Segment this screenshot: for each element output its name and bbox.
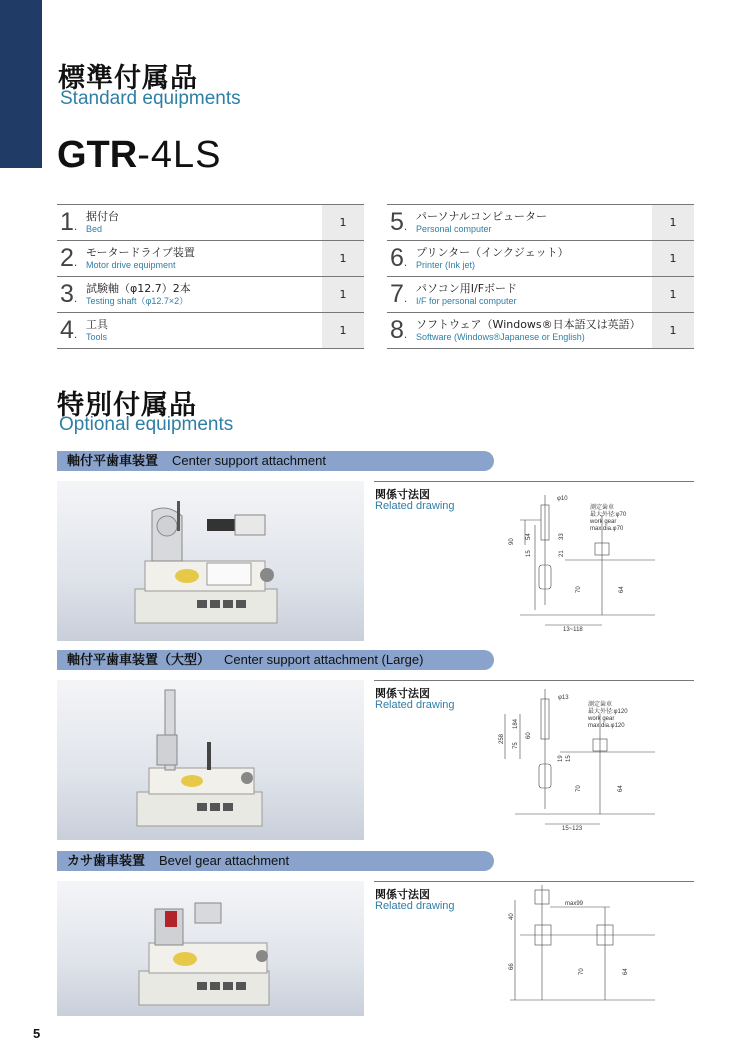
related-drawing-label-jp: 関係寸法図 bbox=[375, 687, 430, 700]
item-name-jp: 工具 bbox=[86, 317, 108, 331]
table-row bbox=[387, 313, 694, 349]
section-name-en: Bevel gear attachment bbox=[159, 853, 290, 868]
item-name-en: Testing shaft（φ12.7×2） bbox=[86, 295, 189, 306]
dim-label: 64 bbox=[623, 968, 629, 975]
dim-label: φ13 bbox=[558, 695, 569, 701]
item-name-en: Printer (Ink jet) bbox=[416, 259, 476, 270]
item-name-jp: プリンター（インクジェット） bbox=[416, 245, 569, 259]
item-name-jp: パソコン用I/Fボード bbox=[416, 281, 518, 295]
section-name-jp: 軸付平歯車装置 bbox=[67, 454, 159, 469]
dim-label: 15 bbox=[566, 755, 572, 762]
section-name-jp: カサ歯車装置 bbox=[67, 854, 146, 869]
standard-table-right bbox=[387, 204, 694, 349]
machine-illustration bbox=[57, 680, 364, 840]
item-number: 1. bbox=[57, 205, 86, 241]
section-header-bevel-gear bbox=[57, 851, 494, 871]
item-number: 3. bbox=[57, 277, 86, 313]
sidebar-color-block bbox=[0, 0, 42, 168]
item-number: 6. bbox=[387, 241, 416, 277]
item-name-jp: 試験軸（φ12.7）2本 bbox=[86, 281, 191, 295]
dim-label: φ10 bbox=[557, 496, 568, 502]
standard-table-left bbox=[57, 204, 364, 349]
item-name-jp: 据付台 bbox=[86, 209, 119, 223]
dim-label: 90 bbox=[509, 538, 515, 545]
item-name-en: Personal computer bbox=[416, 223, 492, 234]
dim-label: 15 bbox=[526, 550, 532, 557]
item-name-jp: ソフトウェア（Windows®日本語又は英語） bbox=[416, 317, 641, 331]
item-quantity: 1 bbox=[652, 205, 694, 241]
dim-label: 70 bbox=[576, 586, 582, 593]
section-divider bbox=[374, 881, 694, 882]
item-quantity: 1 bbox=[652, 277, 694, 313]
item-number: 2. bbox=[57, 241, 86, 277]
dim-label: 64 bbox=[618, 785, 624, 792]
related-drawing-label-jp: 関係寸法図 bbox=[375, 888, 430, 901]
item-quantity: 1 bbox=[322, 241, 364, 277]
model-name-suffix: -4LS bbox=[137, 134, 222, 176]
dim-label: work gear bbox=[590, 519, 617, 525]
dim-label: 最大外径:φ120 bbox=[588, 709, 628, 715]
item-quantity: 1 bbox=[322, 205, 364, 241]
related-drawing-center-support-large bbox=[500, 684, 690, 834]
related-drawing-center-support bbox=[505, 485, 690, 635]
dim-label: max99 bbox=[565, 901, 584, 907]
table-row bbox=[57, 277, 364, 313]
product-photo-center-support-large bbox=[57, 680, 364, 840]
dim-label: 13~118 bbox=[563, 627, 583, 633]
dim-label: 64 bbox=[619, 586, 625, 593]
item-name-en: Tools bbox=[86, 331, 108, 342]
dim-label: 70 bbox=[579, 968, 585, 975]
item-name-en: Bed bbox=[86, 223, 103, 234]
section-divider bbox=[374, 481, 694, 482]
table-row bbox=[387, 205, 694, 241]
section-name-en: Center support attachment (Large) bbox=[224, 652, 424, 667]
dim-label: work gear bbox=[588, 716, 615, 722]
machine-illustration bbox=[57, 881, 364, 1016]
dim-label: 33 bbox=[559, 533, 565, 540]
related-drawing-label-en: Related drawing bbox=[375, 900, 455, 912]
dim-label: 66 bbox=[509, 963, 515, 970]
table-row bbox=[387, 241, 694, 277]
dim-label: 70 bbox=[576, 785, 582, 792]
dim-label: 75 bbox=[513, 742, 519, 749]
related-drawing-label-en: Related drawing bbox=[375, 699, 455, 711]
machine-illustration bbox=[57, 481, 364, 641]
item-name-jp: パーソナルコンピューター bbox=[416, 209, 548, 223]
item-number: 7. bbox=[387, 277, 416, 313]
dim-label: max.dia.φ120 bbox=[588, 723, 625, 729]
optional-title-jp: 特別付属品 bbox=[57, 390, 197, 421]
optional-title-en: Optional equipments bbox=[59, 414, 234, 435]
dim-label: 最大外径:φ70 bbox=[590, 512, 627, 518]
item-quantity: 1 bbox=[652, 313, 694, 349]
dim-label: 測定歯車 bbox=[588, 702, 613, 708]
table-row bbox=[57, 313, 364, 349]
table-row bbox=[57, 241, 364, 277]
item-quantity: 1 bbox=[322, 313, 364, 349]
dim-label: 19 bbox=[558, 755, 564, 762]
related-drawing-bevel-gear bbox=[505, 885, 690, 1005]
table-row bbox=[387, 277, 694, 313]
dim-label: max.dia.φ70 bbox=[590, 526, 624, 532]
related-drawing-label-jp: 関係寸法図 bbox=[375, 488, 430, 501]
item-number: 4. bbox=[57, 313, 86, 349]
dim-label: 15~123 bbox=[562, 826, 583, 832]
section-divider bbox=[374, 680, 694, 681]
dim-label: 258 bbox=[499, 733, 505, 744]
item-quantity: 1 bbox=[652, 241, 694, 277]
item-name-en: Motor drive equipment bbox=[86, 259, 176, 270]
product-photo-bevel-gear bbox=[57, 881, 364, 1016]
section-header-center-support-large bbox=[57, 650, 494, 670]
model-name-bold: GTR bbox=[57, 134, 138, 176]
model-name bbox=[57, 134, 222, 177]
dim-label: 測定歯車 bbox=[590, 505, 615, 511]
item-name-jp: モータードライブ装置 bbox=[86, 245, 195, 259]
dim-label: 21 bbox=[559, 550, 565, 557]
section-name-en: Center support attachment bbox=[172, 453, 326, 468]
dim-label: 184 bbox=[513, 718, 519, 729]
section-name-jp: 軸付平歯車装置（大型） bbox=[67, 653, 211, 668]
table-row bbox=[57, 205, 364, 241]
dim-label: 40 bbox=[509, 913, 515, 920]
standard-title-jp: 標準付属品 bbox=[58, 63, 198, 94]
standard-title-en: Standard equipments bbox=[60, 88, 241, 109]
section-header-center-support bbox=[57, 451, 494, 471]
item-number: 8. bbox=[387, 313, 416, 349]
item-name-en: I/F for personal computer bbox=[416, 295, 517, 306]
dim-label: 60 bbox=[526, 732, 532, 739]
dim-label: 54 bbox=[526, 533, 532, 540]
item-quantity: 1 bbox=[322, 277, 364, 313]
related-drawing-label-en: Related drawing bbox=[375, 500, 455, 512]
item-name-en: Software (Windows®Japanese or English) bbox=[416, 331, 585, 342]
page-number: 5 bbox=[33, 1026, 41, 1041]
item-number: 5. bbox=[387, 205, 416, 241]
product-photo-center-support bbox=[57, 481, 364, 641]
